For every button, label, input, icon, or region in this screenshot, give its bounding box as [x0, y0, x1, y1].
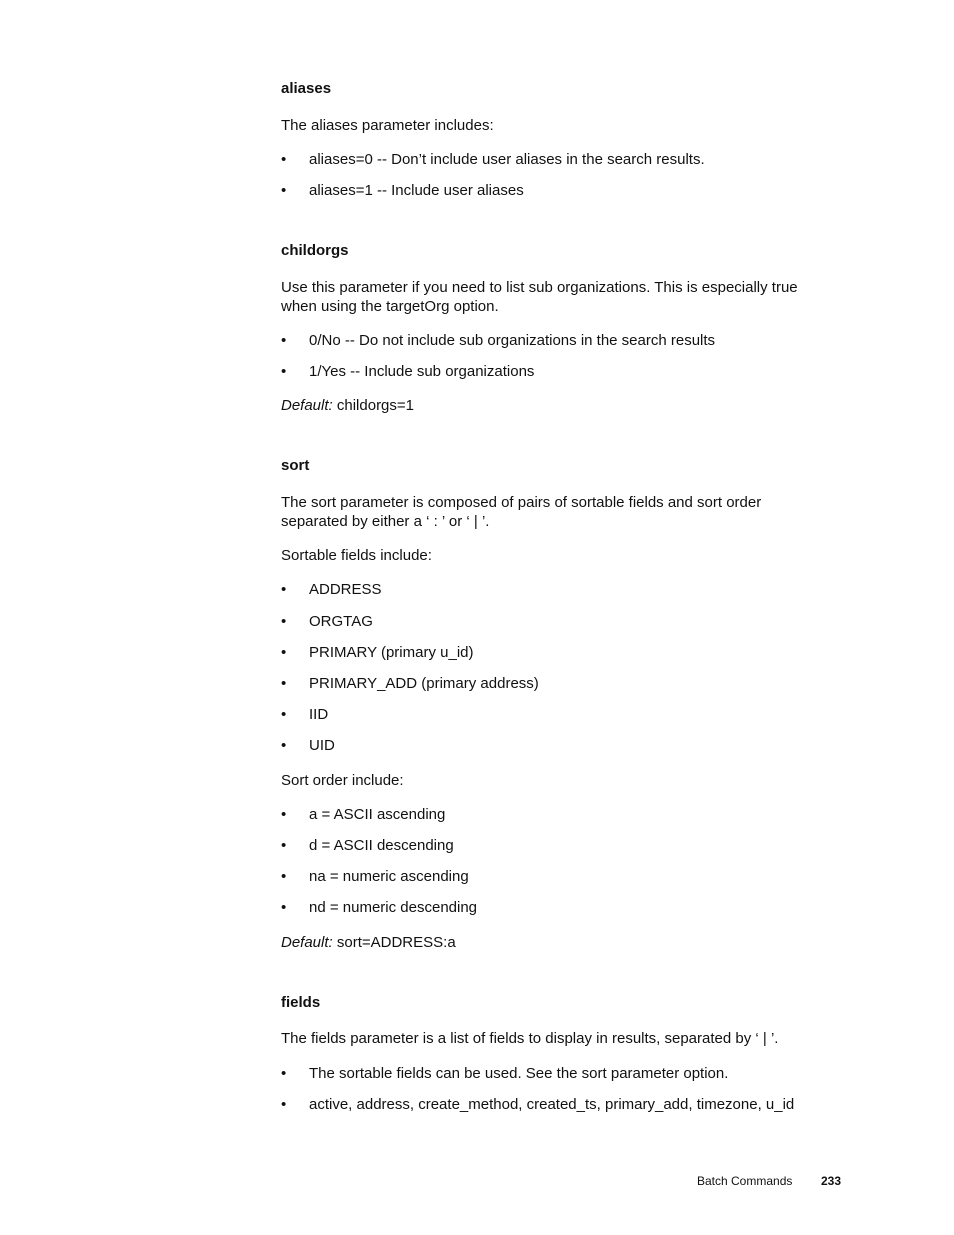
bullet-icon: • — [281, 706, 287, 723]
section-heading-childorgs: childorgs — [281, 242, 349, 259]
bullet-icon: • — [281, 737, 287, 754]
bullet-icon: • — [281, 675, 287, 692]
sort-fields-label: Sortable fields include: — [281, 547, 432, 564]
childorgs-intro: Use this parameter if you need to list sub organizations. This is especially true when using the targetOrg option. — [281, 279, 798, 315]
sort-default: Default: sort=ADDRESS:a — [281, 934, 456, 951]
childorgs-default: Default: childorgs=1 — [281, 397, 415, 414]
bullet-icon: • — [281, 1096, 287, 1113]
bullet-icon: • — [281, 363, 287, 380]
bullet-icon: • — [281, 868, 287, 885]
bullet-icon: • — [281, 151, 287, 168]
footer-section-title: Batch Commands — [697, 1174, 793, 1188]
bullet-icon: • — [281, 613, 287, 630]
bullet-icon: • — [281, 581, 287, 598]
bullet-icon: • — [281, 899, 287, 916]
aliases-intro: The aliases parameter includes: — [281, 117, 494, 134]
bullet-icon: • — [281, 806, 287, 823]
bullet-icon: • — [281, 837, 287, 854]
sort-intro: The sort parameter is composed of pairs of sortable fields and sort order separated by either a ‘ : ’ or ‘ | ’. — [281, 494, 762, 530]
section-heading-fields: fields — [281, 994, 321, 1011]
bullet-icon: • — [281, 332, 287, 349]
sort-order-label: Sort order include: — [281, 772, 404, 789]
section-heading-aliases: aliases — [281, 80, 332, 97]
section-heading-sort: sort — [281, 457, 310, 474]
bullet-icon: • — [281, 644, 287, 661]
bullet-icon: • — [281, 1065, 287, 1082]
fields-intro: The fields parameter is a list of fields to display in results, separated by ‘ | ’. — [281, 1030, 779, 1047]
bullet-icon: • — [281, 182, 287, 199]
page-number: 233 — [821, 1174, 842, 1188]
